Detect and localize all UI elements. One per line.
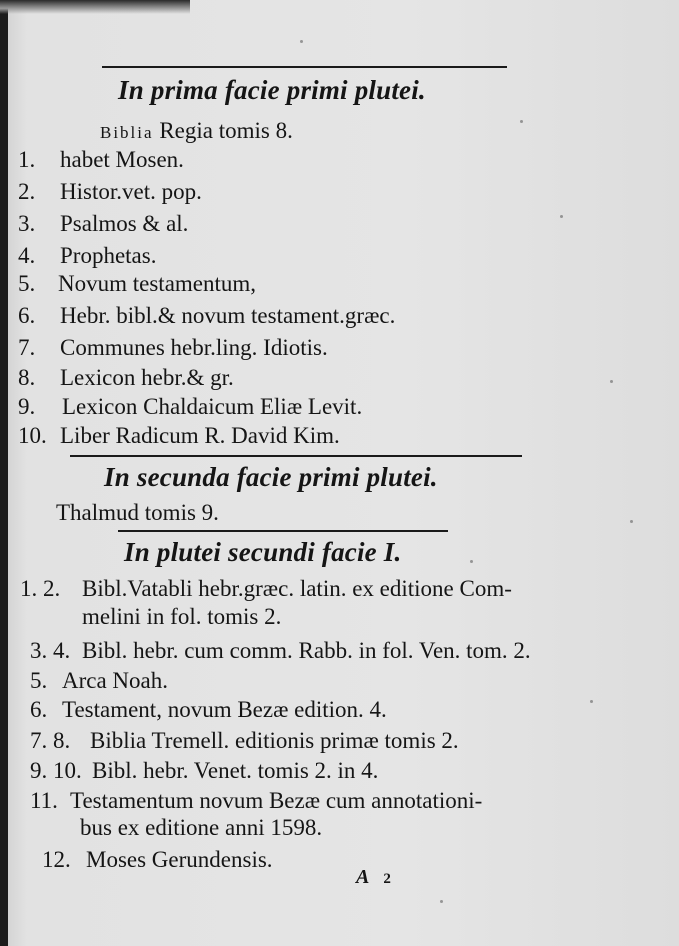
list-item bbox=[18, 178, 202, 206]
item-number: 6. bbox=[18, 303, 36, 328]
thalmud-line: Thalmud tomis 9. bbox=[56, 500, 219, 525]
item-text: bus ex editione anni 1598. bbox=[80, 815, 323, 840]
item-text: Arca Noah. bbox=[62, 668, 169, 693]
item-number: 3. 4. bbox=[30, 638, 71, 663]
item-number: 3. bbox=[18, 211, 36, 236]
item-text: Biblia Tremell. editionis primæ tomis 2. bbox=[90, 728, 459, 753]
item-number: 6. bbox=[30, 697, 48, 722]
paper-speck bbox=[610, 380, 613, 383]
list-item bbox=[18, 242, 156, 270]
list-item bbox=[18, 210, 188, 238]
item-text: Lexicon hebr.& gr. bbox=[60, 365, 234, 390]
list-item bbox=[30, 637, 531, 665]
paper-speck bbox=[520, 120, 523, 123]
item-text: Prophetas. bbox=[60, 243, 157, 268]
heading-section-1: In prima facie primi plutei. bbox=[118, 75, 426, 105]
item-text: Lexicon Chaldaicum Eliæ Levit. bbox=[62, 394, 363, 419]
list-item bbox=[30, 787, 482, 815]
item-text: Liber Radicum R. David Kim. bbox=[60, 423, 340, 448]
item-number: 1. bbox=[18, 147, 36, 172]
paper-speck bbox=[440, 900, 443, 903]
list-item bbox=[18, 393, 362, 421]
heading-section-3: In plutei secundi facie I. bbox=[124, 537, 402, 567]
list-item bbox=[30, 696, 387, 724]
list-item-continuation bbox=[82, 603, 281, 631]
item-text: habet Mosen. bbox=[60, 147, 184, 172]
subtitle-biblia bbox=[100, 117, 293, 147]
list-item bbox=[18, 422, 340, 450]
item-text: Testamentum novum Bezæ cum annotationi- bbox=[70, 788, 483, 813]
item-text: Hebr. bibl.& novum testament.græc. bbox=[60, 303, 396, 328]
item-number: 7. bbox=[18, 335, 36, 360]
subtitle-rest: Regia tomis 8. bbox=[153, 118, 293, 143]
list-item bbox=[18, 364, 234, 392]
paper-speck bbox=[470, 560, 473, 563]
list-item-continuation bbox=[80, 814, 322, 842]
item-number: 4. bbox=[18, 243, 36, 268]
item-number: 10. bbox=[18, 423, 47, 448]
list-item bbox=[20, 575, 512, 603]
item-number: 12. bbox=[42, 847, 71, 872]
item-number: 8. bbox=[18, 365, 36, 390]
list-item bbox=[18, 302, 395, 330]
rule-top bbox=[102, 66, 507, 68]
item-text: Bibl. hebr. cum comm. Rabb. in fol. Ven. tom. 2. bbox=[82, 638, 531, 663]
item-text: Moses Gerundensis. bbox=[86, 847, 273, 872]
subtitle-smallcaps: Biblia bbox=[100, 123, 154, 142]
paper-speck bbox=[300, 40, 303, 43]
paper-speck bbox=[590, 700, 593, 703]
item-text: Bibl.Vatabli hebr.græc. latin. ex editione Com- bbox=[82, 576, 512, 601]
rule-section-2 bbox=[70, 455, 522, 457]
list-item bbox=[18, 146, 184, 174]
rule-section-3 bbox=[118, 530, 448, 532]
list-item bbox=[18, 334, 328, 362]
page-shadow-top bbox=[0, 0, 190, 14]
page-shadow-left bbox=[0, 0, 8, 946]
list-item bbox=[30, 757, 378, 785]
heading-section-2: In secunda facie primi plutei. bbox=[104, 462, 438, 492]
printer-signature bbox=[356, 866, 391, 889]
list-item bbox=[42, 846, 273, 874]
paper-speck bbox=[630, 520, 633, 523]
item-text: Psalmos & al. bbox=[60, 211, 189, 236]
item-text: melini in fol. tomis 2. bbox=[82, 604, 282, 629]
paper-speck bbox=[560, 215, 563, 218]
list-item bbox=[30, 667, 168, 695]
item-number: 5. bbox=[30, 668, 48, 693]
item-text: Novum testamentum, bbox=[58, 271, 257, 296]
item-number: 2. bbox=[18, 179, 36, 204]
item-text: Bibl. hebr. Venet. tomis 2. in 4. bbox=[92, 758, 379, 783]
item-number: 11. bbox=[30, 788, 58, 813]
list-item bbox=[30, 727, 459, 755]
item-number: 5. bbox=[18, 271, 36, 296]
list-item bbox=[18, 270, 256, 298]
item-number: 9. 10. bbox=[30, 758, 82, 783]
item-text: Communes hebr.ling. Idiotis. bbox=[60, 335, 328, 360]
item-number: 7. 8. bbox=[30, 728, 71, 753]
item-number: 9. bbox=[18, 394, 36, 419]
item-text: Testament, novum Bezæ edition. 4. bbox=[62, 697, 387, 722]
item-text: Histor.vet. pop. bbox=[60, 179, 202, 204]
signature-letter: A bbox=[356, 866, 370, 888]
item-number: 1. 2. bbox=[20, 576, 61, 601]
signature-number: 2 bbox=[383, 871, 391, 887]
